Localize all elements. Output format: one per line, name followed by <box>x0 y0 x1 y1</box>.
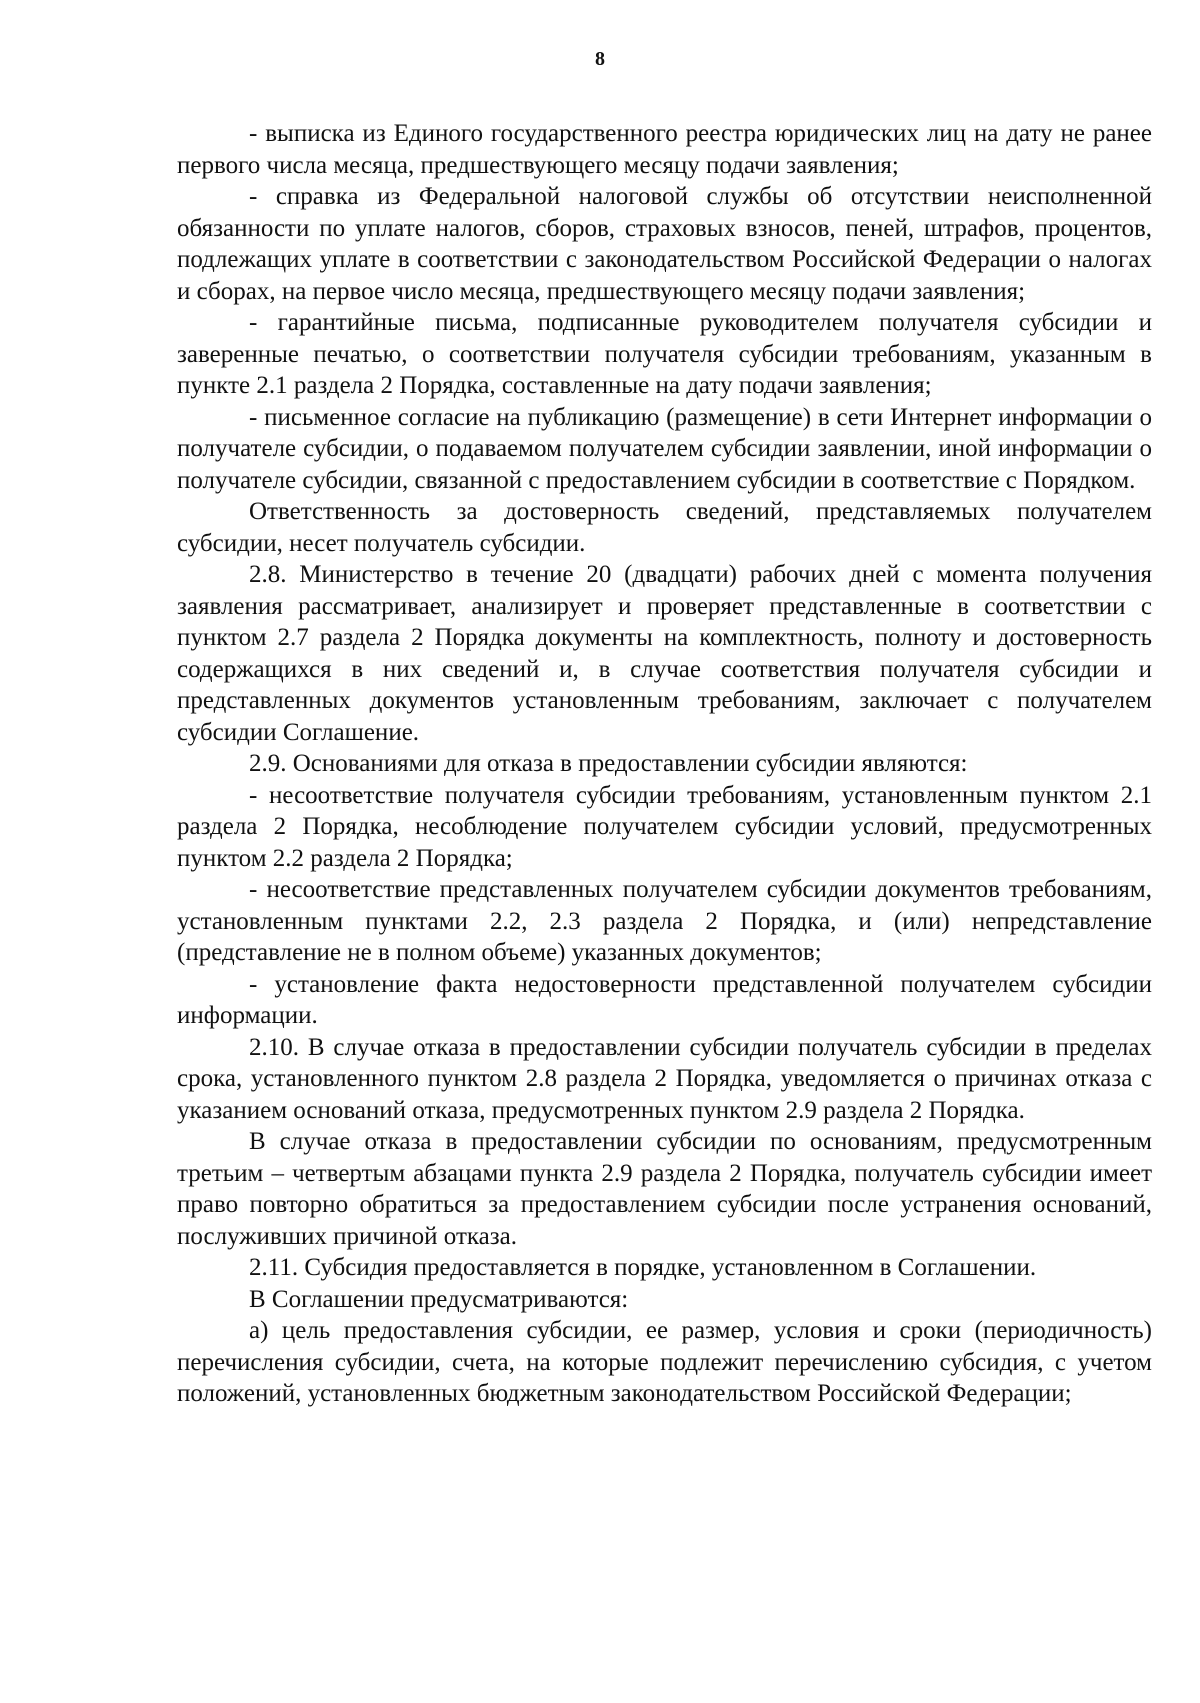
page-number: 8 <box>595 48 605 70</box>
paragraph-refusal-reason-2: - несоответствие представленных получателем субсидии документов требованиям, установленным пунктами 2.2, 2.3 раздела 2 Порядка, и (или) непредставление (представление не в полном объеме) указанных документов; <box>177 876 1152 966</box>
paragraph-clause-2-9: 2.9. Основаниями для отказа в предоставлении субсидии являются: <box>249 750 968 777</box>
paragraph-refusal-reason-3: - установление факта недостоверности представленной получателем субсидии информации. <box>177 970 1152 1029</box>
paragraph-responsibility: Ответственность за достоверность сведений, представляемых получателем субсидии, несет получатель субсидии. <box>177 498 1152 557</box>
paragraph-tax-certificate: - справка из Федеральной налоговой службы об отсутствии неисполненной обязанности по уплате налогов, сборов, страховых взносов, пеней, штрафов, процентов, подлежащих уплате в соответствии с законодательством Российской Федерации о налогах и сборах, на первое число месяца, предшествующего месяцу подачи заявления; <box>177 183 1152 305</box>
paragraph-refusal-reason-1: - несоответствие получателя субсидии требованиям, установленным пунктом 2.1 раздела 2 Порядка, несоблюдение получателем субсидии условий, предусмотренных пунктом 2.2 раздела 2 Порядка; <box>177 781 1152 872</box>
paragraph-agreement-provisions: В Соглашении предусматриваются: <box>249 1285 629 1313</box>
paragraph-egrul-extract: - выписка из Единого государственного реестра юридических лиц на дату не ранее первого числа месяца, предшествующего месяцу подачи заявления; <box>177 120 1152 179</box>
paragraph-reapplication: В случае отказа в предоставлении субсидии по основаниям, предусмотренным третьим – четвертым абзацами пункта 2.9 раздела 2 Порядка, получатель субсидии имеет право повторно обратиться за предоставлением субсидии после устранения оснований, послуживших причиной отказа. <box>177 1128 1152 1250</box>
paragraph-item-a: а) цель предоставления субсидии, ее размер, условия и сроки (периодичность) перечисления субсидии, счета, на которые подлежит перечислению субсидия, с учетом положений, установленных бюджетным законодательством Российской Федерации; <box>177 1317 1152 1407</box>
paragraph-publication-consent: - письменное согласие на публикацию (размещение) в сети Интернет информации о получателе субсидии, о подаваемом получателем субсидии заявлении, иной информации о получателе субсидии, связанной с предоставлением субсидии в соответствие с Порядком. <box>177 403 1152 494</box>
paragraph-guarantee-letters: - гарантийные письма, подписанные руководителем получателя субсидии и заверенные печатью, о соответствии получателя субсидии требованиям, указанным в пункте 2.1 раздела 2 Порядка, составленные на дату подачи заявления; <box>177 309 1152 399</box>
paragraph-clause-2-11: 2.11. Субсидия предоставляется в порядке, установленном в Соглашении. <box>249 1254 1037 1281</box>
paragraph-clause-2-10: 2.10. В случае отказа в предоставлении субсидии получатель субсидии в пределах срока, установленного пунктом 2.8 раздела 2 Порядка, уведомляется о причинах отказа с указанием оснований отказа, предусмотренных пунктом 2.9 раздела 2 Порядка. <box>177 1033 1152 1124</box>
document-body <box>177 118 1152 1410</box>
paragraph-clause-2-8: 2.8. Министерство в течение 20 (двадцати) рабочих дней с момента получения заявления рассматривает, анализирует и проверяет представленные в соответствии с пунктом 2.7 раздела 2 Порядка документы на комплектность, полноту и достоверность содержащихся в них сведений и, в случае соответствия получателя субсидии и представленных документов установленным требованиям, заключает с получателем субсидии Соглашение. <box>177 561 1152 746</box>
